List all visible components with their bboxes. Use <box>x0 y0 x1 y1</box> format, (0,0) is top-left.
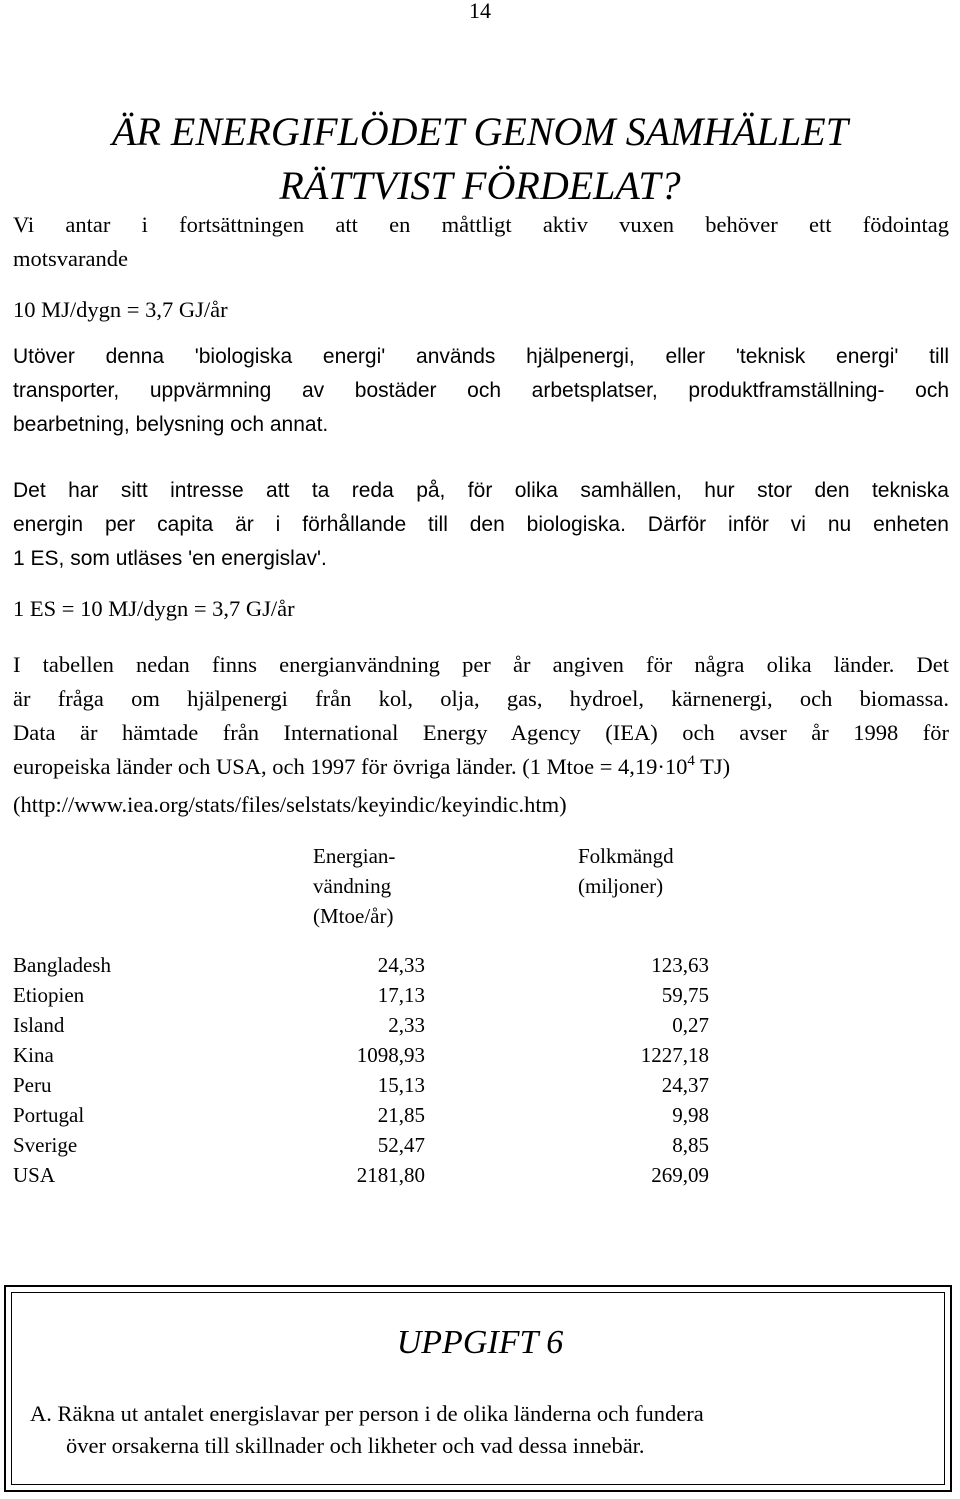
paragraph-line: energin per capita är i förhållande till den biologiska. Därför inför vi nu enheten <box>13 513 949 536</box>
paragraph-line: Utöver denna 'biologiska energi' används hjälpenergi, eller 'teknisk energi' till <box>13 345 949 368</box>
line-text: TJ) <box>694 754 731 779</box>
paragraph-line: bearbetning, belysning och annat. <box>13 413 329 436</box>
country-cell: Island <box>13 1013 65 1037</box>
energy-column-header <box>313 841 395 931</box>
paragraph-line: I tabellen nedan finns energianvändning per år angiven för några olika länder. Det <box>13 652 949 677</box>
table-row <box>13 1040 713 1070</box>
population-cell: 59,75 <box>661 983 709 1007</box>
country-cell: Etiopien <box>13 983 85 1007</box>
energy-cell: 1098,93 <box>356 1043 425 1067</box>
paragraph-line: är fråga om hjälpenergi från kol, olja, gas, hydroel, kärnenergi, och biomassa. <box>13 686 949 711</box>
task-text <box>30 1398 704 1462</box>
population-cell: 1227,18 <box>640 1043 709 1067</box>
header-line: vändning <box>313 874 392 898</box>
population-cell: 24,37 <box>661 1073 709 1097</box>
energy-cell: 52,47 <box>377 1133 425 1157</box>
table-row <box>13 1010 713 1040</box>
formula-food-intake: 10 MJ/dygn = 3,7 GJ/år <box>13 297 228 322</box>
paragraph-line: transporter, uppvärmning av bostäder och arbetsplatser, produktframställning- och <box>13 379 949 402</box>
paragraph-line <box>13 750 949 784</box>
header-line: Energian- <box>313 844 396 868</box>
page-number: 14 <box>469 0 491 23</box>
intro-line: motsvarande <box>13 246 128 271</box>
intro-paragraph <box>13 208 949 276</box>
paragraph-line: 1 ES, som utläses 'en energislav'. <box>13 547 327 570</box>
header-line: (Mtoe/år) <box>313 904 394 928</box>
population-cell: 123,63 <box>651 953 709 977</box>
population-cell: 8,85 <box>672 1133 709 1157</box>
population-cell: 9,98 <box>672 1103 709 1127</box>
line-text: europeiska länder och USA, och 1997 för övriga länder. (1 Mtoe = 4,19·10 <box>13 754 688 779</box>
population-column-header <box>578 841 674 901</box>
table-intro-paragraph <box>13 648 949 822</box>
population-cell: 0,27 <box>672 1013 709 1037</box>
source-url: (http://www.iea.org/stats/files/selstats/keyindic/keyindic.htm) <box>13 792 567 817</box>
country-cell: Sverige <box>13 1133 78 1157</box>
technical-energy-paragraph <box>13 340 949 442</box>
country-cell: Peru <box>13 1073 52 1097</box>
country-cell: USA <box>13 1163 56 1187</box>
population-cell: 269,09 <box>651 1163 709 1187</box>
header-line: Folkmängd <box>578 844 674 868</box>
country-cell: Portugal <box>13 1103 85 1127</box>
formula-energy-slave: 1 ES = 10 MJ/dygn = 3,7 GJ/år <box>13 596 295 621</box>
table-row <box>13 1160 713 1190</box>
intro-line: Vi antar i fortsättningen att en måttligt aktiv vuxen behöver ett födointag <box>13 212 949 237</box>
table-row <box>13 1130 713 1160</box>
energy-cell: 15,13 <box>377 1073 425 1097</box>
task-line: A. Räkna ut antalet energislavar per person i de olika länderna och fundera <box>30 1401 704 1426</box>
energy-cell: 2181,80 <box>356 1163 425 1187</box>
table-row <box>13 1100 713 1130</box>
paragraph-line: Det har sitt intresse att ta reda på, för olika samhällen, hur stor den tekniska <box>13 479 949 502</box>
task-line: över orsakerna till skillnader och likheter och vad dessa innebär. <box>66 1433 645 1458</box>
table-row <box>13 950 713 980</box>
energy-cell: 24,33 <box>377 953 425 977</box>
page-title-line-1: ÄR ENERGIFLÖDET GENOM SAMHÄLLET <box>112 109 848 154</box>
exponent: 4 <box>687 753 695 769</box>
paragraph-line: Data är hämtade från International Energy Agency (IEA) och avser år 1998 för <box>13 720 949 745</box>
table-row <box>13 980 713 1010</box>
table-row <box>13 1070 713 1100</box>
energy-cell: 17,13 <box>377 983 425 1007</box>
task-title: UPPGIFT 6 <box>396 1324 564 1361</box>
energy-cell: 21,85 <box>377 1103 425 1127</box>
energy-slave-paragraph <box>13 474 949 576</box>
header-line: (miljoner) <box>578 874 664 898</box>
page-title-line-2: RÄTTVIST FÖRDELAT? <box>279 163 681 208</box>
energy-cell: 2,33 <box>388 1013 425 1037</box>
country-cell: Kina <box>13 1043 54 1067</box>
country-cell: Bangladesh <box>13 953 111 977</box>
